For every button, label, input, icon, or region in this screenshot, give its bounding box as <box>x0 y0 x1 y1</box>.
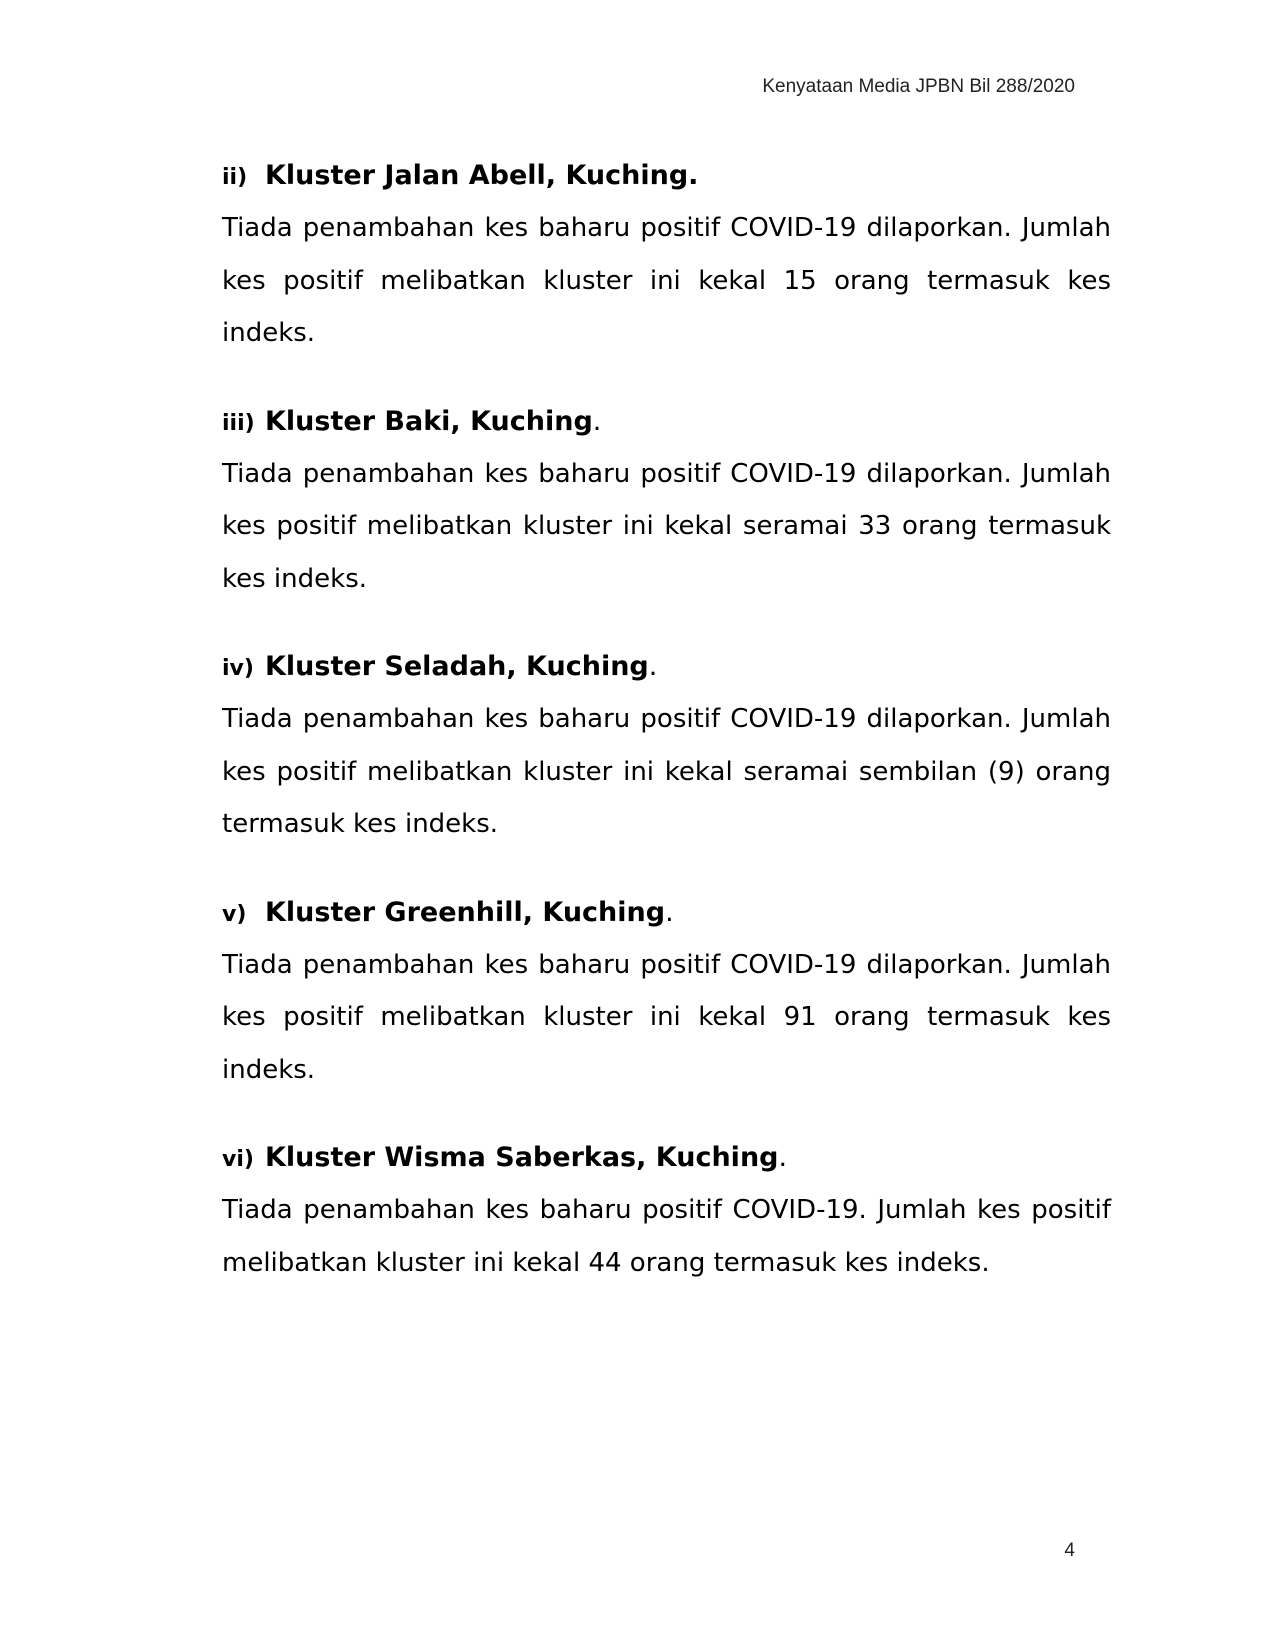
section-numeral: iii) <box>222 410 255 436</box>
section-title-period: . <box>648 651 658 682</box>
section-numeral: ii) <box>222 165 248 190</box>
section-title-period: . <box>665 896 674 928</box>
cluster-section-seladah <box>222 641 1111 851</box>
section-body: Tiada penambahan kes baharu positif COVID-19 dilaporkan. Jumlah kes positif melibatkan kluster ini kekal seramai 33 orang termasuk kes indeks. <box>222 458 1111 594</box>
cluster-section-wisma-saberkas <box>222 1132 1111 1289</box>
section-title: Kluster Seladah, Kuching <box>265 651 649 682</box>
section-title: Kluster Baki, Kuching <box>265 405 593 437</box>
section-numeral: iv) <box>222 656 254 681</box>
section-heading <box>222 1132 1111 1184</box>
section-heading <box>222 150 1111 202</box>
cluster-section-baki <box>222 396 1111 606</box>
section-heading <box>222 887 1111 939</box>
section-title-period: . <box>592 405 602 437</box>
section-numeral: vi) <box>222 1147 254 1172</box>
cluster-section-jalan-abell <box>222 150 1111 360</box>
section-body: Tiada penambahan kes baharu positif COVID-19 dilaporkan. Jumlah kes positif melibatkan kluster ini kekal 91 orang termasuk kes indeks. <box>222 949 1111 1085</box>
section-heading <box>222 641 1111 693</box>
section-numeral: v) <box>222 901 247 927</box>
section-title-period: . <box>778 1142 788 1173</box>
section-title: Kluster Wisma Saberkas, Kuching <box>265 1142 779 1173</box>
section-title: Kluster Jalan Abell, Kuching. <box>265 160 699 191</box>
page-number: 4 <box>1064 1540 1075 1561</box>
section-body: Tiada penambahan kes baharu positif COVID-19 dilaporkan. Jumlah kes positif melibatkan kluster ini kekal seramai sembilan (9) orang termasuk kes indeks. <box>222 704 1111 839</box>
section-body: Tiada penambahan kes baharu positif COVID-19. Jumlah kes positif melibatkan kluster ini kekal 44 orang termasuk kes indeks. <box>222 1195 1111 1278</box>
cluster-section-greenhill <box>222 887 1111 1097</box>
document-reference: Kenyataan Media JPBN Bil 288/2020 <box>762 76 1075 97</box>
section-heading <box>222 396 1111 448</box>
section-body: Tiada penambahan kes baharu positif COVID-19 dilaporkan. Jumlah kes positif melibatkan kluster ini kekal 15 orang termasuk kes indeks. <box>222 213 1111 348</box>
document-body <box>222 150 1111 1325</box>
section-title: Kluster Greenhill, Kuching <box>265 896 666 928</box>
